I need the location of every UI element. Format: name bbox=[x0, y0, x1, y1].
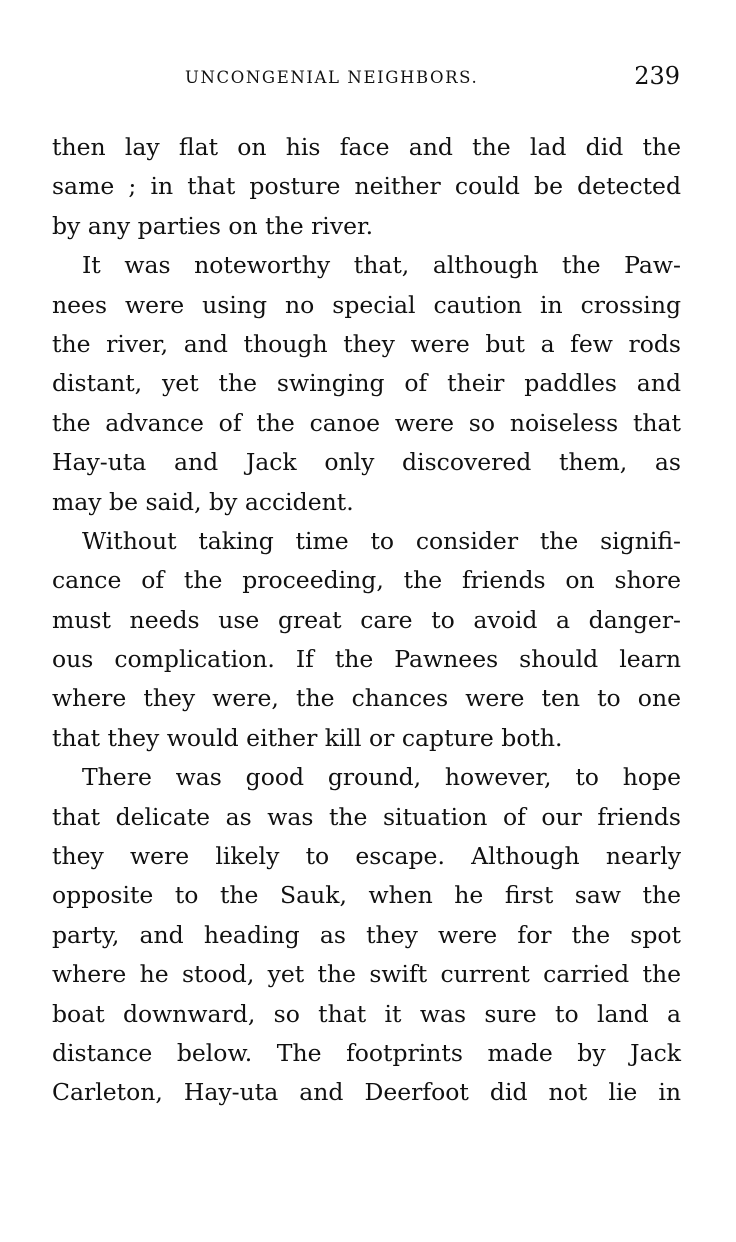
text-line: Carleton, Hay-uta and Deerfoot did not lie in bbox=[52, 1078, 681, 1107]
text-line: Hay-uta and Jack only discovered them, as bbox=[52, 448, 681, 477]
text-line: distant, yet the swinging of their paddles and bbox=[52, 369, 681, 398]
paragraph-3 bbox=[52, 522, 681, 758]
text-line: party, and heading as they were for the spot bbox=[52, 920, 681, 949]
text-line: by any parties on the river. bbox=[52, 211, 374, 240]
text-line: cance of the proceeding, the friends on shore bbox=[52, 566, 681, 595]
text-line: ous complication. If the Pawnees should learn bbox=[52, 645, 681, 674]
text-line: distance below. The footprints made by Jack bbox=[52, 1038, 681, 1067]
body-text bbox=[52, 128, 681, 1113]
paragraph-1 bbox=[52, 128, 681, 246]
text-line: nees were using no special caution in crossing bbox=[52, 290, 681, 319]
page-header bbox=[52, 60, 684, 100]
text-line: Without taking time to consider the signifi- bbox=[82, 526, 681, 555]
text-line: that delicate as was the situation of our friends bbox=[52, 802, 681, 831]
text-line: the river, and though they were but a few rods bbox=[52, 329, 681, 358]
text-line: may be said, by accident. bbox=[52, 487, 354, 516]
text-line: It was noteworthy that, although the Paw- bbox=[82, 251, 681, 280]
paragraph-2 bbox=[52, 246, 681, 522]
text-line: where he stood, yet the swift current carried the bbox=[52, 960, 681, 989]
text-line: that they would either kill or capture both. bbox=[52, 723, 563, 752]
running-head: UNCONGENIAL NEIGHBORS. bbox=[185, 68, 479, 87]
text-line: they were likely to escape. Although nearly bbox=[52, 842, 681, 871]
page-number: 239 bbox=[634, 62, 680, 90]
paragraph-4 bbox=[52, 758, 681, 1113]
text-line: the advance of the canoe were so noiseless that bbox=[52, 408, 681, 437]
text-line: must needs use great care to avoid a danger- bbox=[52, 605, 681, 634]
text-line: opposite to the Sauk, when he first saw the bbox=[52, 881, 681, 910]
text-line: then lay flat on his face and the lad did the bbox=[52, 133, 681, 161]
text-line: same ; in that posture neither could be detected bbox=[52, 172, 681, 201]
text-line: where they were, the chances were ten to one bbox=[52, 684, 681, 713]
text-line: There was good ground, however, to hope bbox=[82, 763, 681, 792]
text-line: boat downward, so that it was sure to land a bbox=[52, 999, 681, 1028]
